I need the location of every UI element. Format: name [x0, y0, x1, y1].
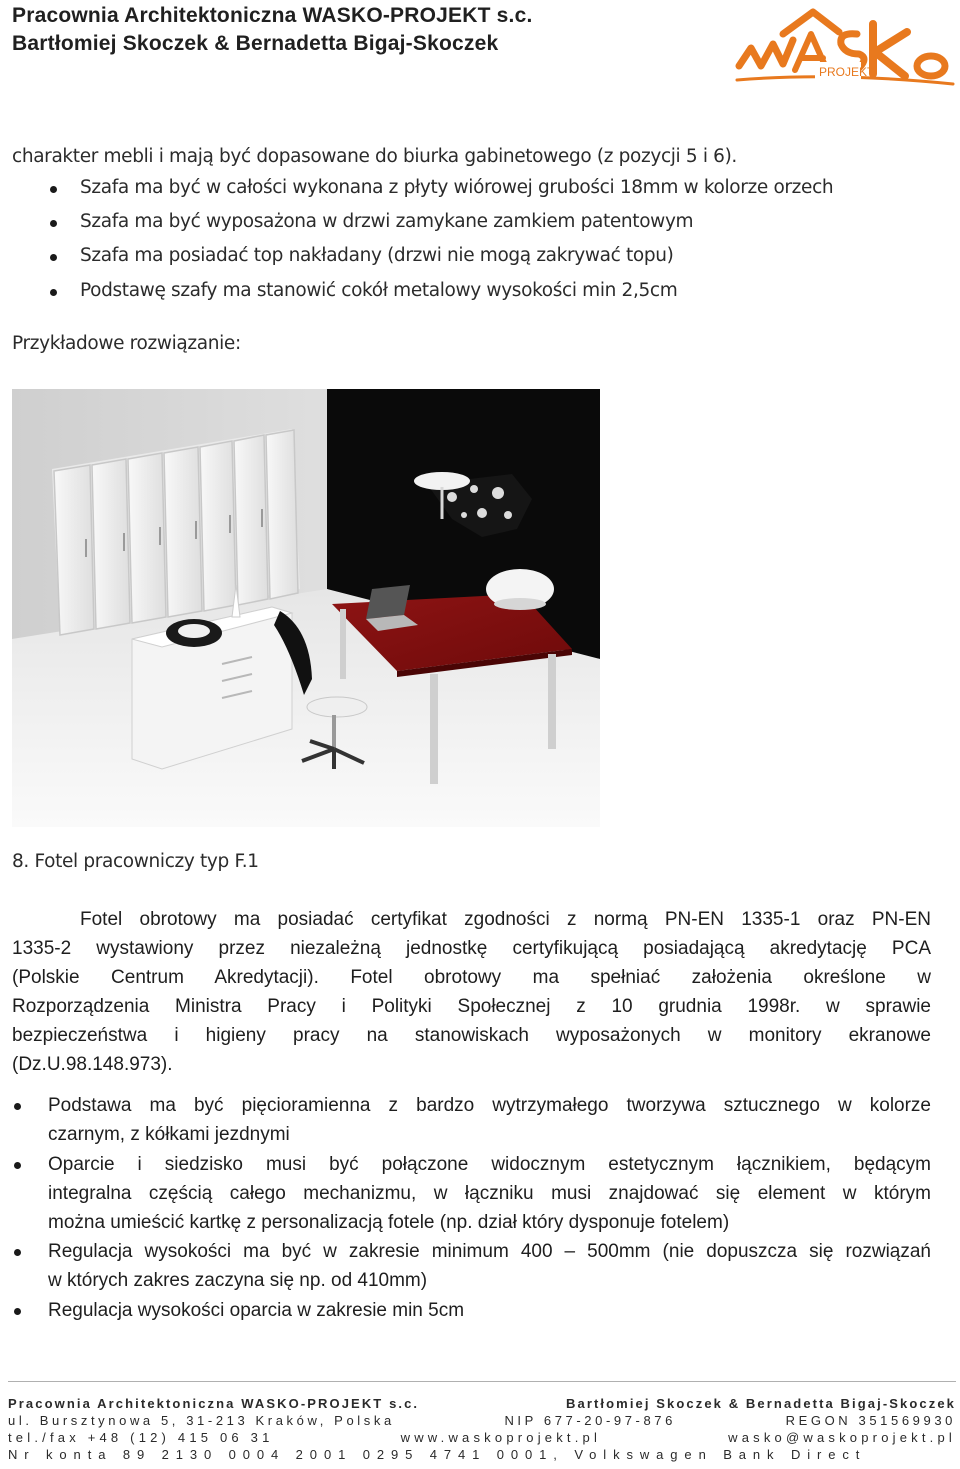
footer-row [8, 1395, 956, 1412]
footer-bank-account: Nr konta 89 2130 0004 2001 0295 4741 0001, Volkswagen Bank Direct [8, 1447, 867, 1462]
footer-divider [8, 1381, 956, 1382]
footer-address: ul. Bursztynowa 5, 31-213 Kraków, Polska [8, 1413, 395, 1428]
list-item-line: Regulacja wysokości oparcia w zakresie min 5cm [48, 1300, 465, 1321]
continuation-text: charakter mebli i mają być dopasowane do biurka gabinetowego (z pozycji 5 i 6). [12, 146, 737, 167]
company-name: Pracownia Architektoniczna WASKO-PROJEKT s.c. [12, 4, 533, 27]
bullet-icon [50, 220, 57, 227]
bullet-icon [50, 254, 57, 261]
example-label: Przykładowe rozwiązanie: [12, 333, 241, 354]
list-item: Podstawę szafy ma stanowić cokół metalowy wysokości min 2,5cm [80, 280, 678, 301]
partners-name: Bartłomiej Skoczek & Bernadetta Bigaj-Skoczek [12, 32, 499, 55]
paragraph-line: 1335-2 wystawiony przez niezależną jednostkę certyfikującą posiadającą akredytację PCA [12, 938, 931, 959]
footer-partners: Bartłomiej Skoczek & Bernadetta Bigaj-Skoczek [566, 1396, 956, 1411]
bullet-icon [14, 1308, 21, 1315]
footer-row [8, 1412, 956, 1429]
list-item-line: Oparcie i siedzisko musi być połączone widocznym estetycznym łącznikiem, będącym [48, 1154, 931, 1175]
paragraph-line: (Dz.U.98.148.973). [12, 1054, 173, 1075]
section-title: 8. Fotel pracowniczy typ F.1 [12, 851, 259, 872]
paragraph-line: Fotel obrotowy ma posiadać certyfikat zgodności z normą PN-EN 1335-1 oraz PN-EN [80, 909, 931, 930]
bullet-icon [14, 1103, 21, 1110]
footer-phone: tel./fax +48 (12) 415 06 31 [8, 1430, 274, 1445]
list-item-line: można umieścić kartkę z personalizacją fotele (np. dział który dysponuje fotelem) [48, 1212, 730, 1233]
footer-nip: NIP 677-20-97-876 [504, 1413, 676, 1428]
paragraph-line: (Polskie Centrum Akredytacji). Fotel obrotowy ma spełniać założenia określone w [12, 967, 931, 988]
list-item-line: czarnym, z kółkami jezdnymi [48, 1124, 290, 1145]
bullet-icon [14, 1249, 21, 1256]
bullet-icon [50, 289, 57, 296]
list-item: Szafa ma być wyposażona w drzwi zamykane zamkiem patentowym [80, 211, 694, 232]
bullet-icon [50, 186, 57, 193]
footer-row [8, 1429, 956, 1446]
list-item: Szafa ma posiadać top nakładany (drzwi nie mogą zakrywać topu) [80, 245, 674, 266]
bullet-icon [14, 1162, 21, 1169]
office-furniture-photo [12, 389, 600, 827]
page-header [0, 0, 960, 92]
footer-email: wasko@waskoprojekt.pl [728, 1430, 956, 1445]
list-item: Szafa ma być w całości wykonana z płyty wiórowej grubości 18mm w kolorze orzech [80, 177, 834, 198]
footer-row [8, 1446, 956, 1463]
wasko-logo [735, 4, 957, 88]
paragraph-line: bezpieczeństwa i higieny pracy na stanowiskach wyposażonych w monitory ekranowe [12, 1025, 931, 1046]
list-item-line: integralna częścią całego mechanizmu, w łączniku musi znajdować się element w którym [48, 1183, 931, 1204]
list-item-line: Podstawa ma być pięcioramienna z bardzo wytrzymałego tworzywa sztucznego w kolorze [48, 1095, 931, 1116]
footer-website: www.waskoprojekt.pl [400, 1430, 602, 1445]
footer-company: Pracownia Architektoniczna WASKO-PROJEKT s.c. [8, 1396, 420, 1411]
logo-text: PROJEKT [819, 65, 875, 79]
paragraph-line: Rozporządzenia Ministra Pracy i Polityki Społecznej z 10 grudnia 1998r. w sprawie [12, 996, 931, 1017]
footer-regon: REGON 351569930 [785, 1413, 956, 1428]
list-item-line: w których zakres zaczyna się np. od 410mm) [48, 1270, 428, 1291]
list-item-line: Regulacja wysokości ma być w zakresie minimum 400 – 500mm (nie dopuszcza się rozwiązań [48, 1241, 931, 1262]
